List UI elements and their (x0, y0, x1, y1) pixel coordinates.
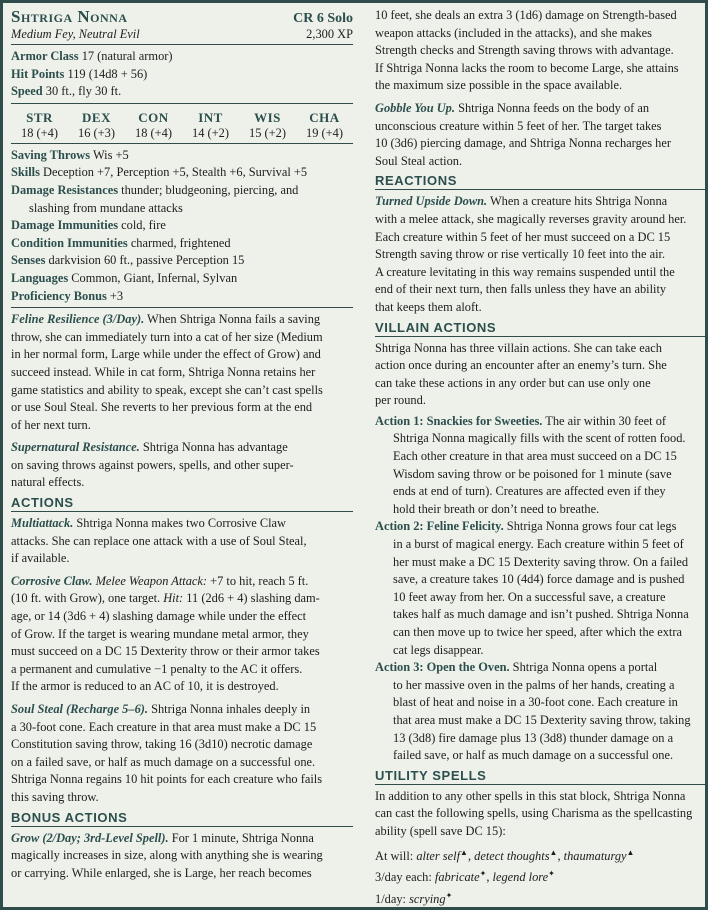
bonus-grow: Grow (2/Day; 3rd-Level Spell). For 1 minute, Shtriga Nonna magically increases in size, along with anything she is wearing or carrying. While enlarged, she is Large, her reach becomes (11, 830, 323, 880)
star-icon: ✦ (479, 869, 487, 879)
star-icon: ✦ (548, 869, 555, 879)
ability-scores (11, 110, 353, 141)
villain-actions-heading: VILLAIN ACTIONS (375, 320, 705, 337)
triangle-icon: ▲ (460, 847, 468, 857)
divider (11, 307, 353, 308)
armor-class: Armor Class 17 (natural armor) (11, 49, 173, 63)
villain-intro: Shtriga Nonna has three villain actions. She can take each action once during an encounter after an enemy’s turn. She can take these actions in any order but can use only one per round. (375, 340, 667, 408)
subtitle-row (11, 27, 353, 42)
divider (11, 44, 353, 45)
saving-throws: Saving Throws Wis +5 (11, 147, 129, 162)
ability-cha: CHA 19 (+4) (306, 109, 343, 140)
action-soul-steal: Soul Steal (Recharge 5–6). Shtriga Nonna inhales deeply in a 30-foot cone. Each creature in that area must make a DC 15 Constitution saving throw, taking 16 (3d10) necrotic damage on a failed save, or half as much damage on a successful one. Shtriga Nonna regains 10 hit points for each creature who fails this saving throw. (11, 702, 323, 804)
utility-spells-heading: UTILITY SPELLS (375, 768, 705, 785)
ability-str: STR 18 (+4) (21, 109, 58, 140)
reactions-heading: REACTIONS (375, 173, 705, 190)
bonus-grow-cont: 10 feet, she deals an extra 3 (1d6) damage on Strength-based weapon attacks (included in the attacks), and she makes Strength checks and Strength saving throws with advantage. If Shtriga Nonna lacks the room to become Large, she attains the maximum size possible in the space available. (375, 8, 679, 93)
damage-resistances-cont: slashing from mundane attacks (29, 200, 183, 215)
hit-points: Hit Points 119 (14d8 + 56) (11, 66, 148, 81)
action-multiattack: Multiattack. Shtriga Nonna makes two Corrosive Claw attacks. She can replace one attack with a use of Soul Steal, if available. (11, 516, 307, 566)
star-icon: ✦ (445, 890, 453, 900)
action-corrosive-claw: Corrosive Claw. Melee Weapon Attack: +7 to hit, reach 5 ft. (10 ft. with Grow), one target. Hit: 11 (2d6 + 4) slashing dam- age, or 14 (3d6 + 4) slashing damage while under the effect of Grow. If the target is wearing mundane metal armor, they must succeed on a DC 15 Dexterity throw or their armor takes a permanent and cumulative −1 penalty to the AC it offers. If the armor is reduced to an AC of 10, it is destroyed. (11, 573, 320, 694)
ability-con: CON 18 (+4) (135, 109, 172, 140)
actions-heading: ACTIONS (11, 495, 353, 512)
left-column (11, 7, 353, 882)
villain-action-1: Action 1: Snackies for Sweeties. The air within 30 feet of Shtriga Nonna magically fills with the scent of rotten food. Each other creature in that area must succeed on a DC 15 Wisdom saving throw or be poisoned for 1 minute (save ends at end of turn). Creatures are affected even if they hold their breath or don’t need to breathe. (375, 413, 686, 516)
speed: Speed 30 ft., fly 30 ft. (11, 84, 122, 99)
ability-wis: WIS 15 (+2) (249, 109, 286, 140)
condition-immunities: Condition Immunities charmed, frightened (11, 235, 231, 250)
spells-1-day: 1/day: scrying✦ (375, 890, 453, 907)
creature-name: Shtriga Nonna (11, 7, 128, 26)
utility-intro: In addition to any other spells in this stat block, Shtriga Nonna can cast the following spells, using Charisma as the spellcasting ability (spell save DC 15): (375, 788, 693, 838)
ability-int: INT 14 (+2) (192, 109, 229, 140)
right-column (375, 7, 705, 909)
ability-dex: DEX 16 (+3) (78, 109, 115, 140)
trait-feline-resilience: Feline Resilience (3/Day). When Shtriga Nonna fails a saving throw, she can immediately turn into a cat of her size (Medium in her normal form, Large while under the effect of Grow) and succeed instead. While in cat form, Shtriga Nonna retains her game statistics and ability to speak, except she can’t cast spells or use Soul Steal. She reverts to her previous form at the end of her next turn. (11, 312, 323, 432)
triangle-icon: ▲ (549, 847, 558, 857)
reaction-turned-upside-down: Turned Upside Down. When a creature hits Shtriga Nonna with a melee attack, she magically reverses gravity around her. Each creature within 5 feet of her must succeed on a DC 15 Strength saving throw or rise vertically 10 feet into the air. A creature levitating in this way remains suspended until the end of their next turn, then falls unless they have an ability that keeps them aloft. (375, 194, 687, 314)
proficiency-bonus: Proficiency Bonus +3 (11, 288, 124, 303)
bonus-gobble-you-up: Gobble You Up. Shtriga Nonna feeds on the body of an unconscious creature within 5 feet of her. The target takes 10 (3d6) piercing damage, and Shtriga Nonna recharges her Soul Steal action. (375, 100, 672, 168)
skills: Skills Deception +7, Perception +5, Stealth +6, Survival +5 (11, 165, 308, 180)
trait-supernatural-resistance: Supernatural Resistance. Shtriga Nonna has advantage on saving throws against powers, spells, and other super- natural effects. (11, 440, 294, 490)
triangle-icon: ▲ (626, 847, 635, 857)
languages: Languages Common, Giant, Infernal, Sylvan (11, 270, 238, 285)
damage-resistances: Damage Resistances thunder; bludgeoning, piercing, and (11, 182, 299, 197)
creature-type: Medium Fey, Neutral Evil (11, 27, 140, 41)
divider (11, 143, 353, 144)
villain-action-3: Action 3: Open the Oven. Shtriga Nonna opens a portal to her massive oven in the palms of her hands, creating a blast of heat and noise in a 30-foot cone. Each creature in that area must make a DC 15 Dexterity saving throw, taking 13 (3d8) fire damage plus 13 (3d8) thunder damage on a failed save, or half as much damage on a successful one. (375, 660, 691, 763)
senses: Senses darkvision 60 ft., passive Perception 15 (11, 253, 245, 268)
damage-immunities: Damage Immunities cold, fire (11, 218, 166, 233)
challenge-rating: CR 6 Solo (293, 11, 353, 26)
experience-points: 2,300 XP (306, 27, 353, 41)
villain-action-2: Action 2: Feline Felicity. Shtriga Nonna grows four cat legs in a burst of magical energy. Each creature within 5 feet of her must make a DC 15 Dexterity saving throw. On a failed save, a creature takes 10 (4d4) force damage and is pushed 10 feet away from her. On a successful save, a creature takes half as much damage and isn’t pushed. Shtriga Nonna can then move up to twice her speed, after which the extra cat legs disappear. (375, 519, 689, 657)
spells-at-will: At will: alter self▲, detect thoughts▲, thaumaturgy▲ (375, 847, 635, 863)
title-row (11, 7, 353, 27)
spells-3-day: 3/day each: fabricate✦, legend lore✦ (375, 869, 555, 885)
bonus-actions-heading: BONUS ACTIONS (11, 810, 353, 827)
divider (11, 103, 353, 104)
